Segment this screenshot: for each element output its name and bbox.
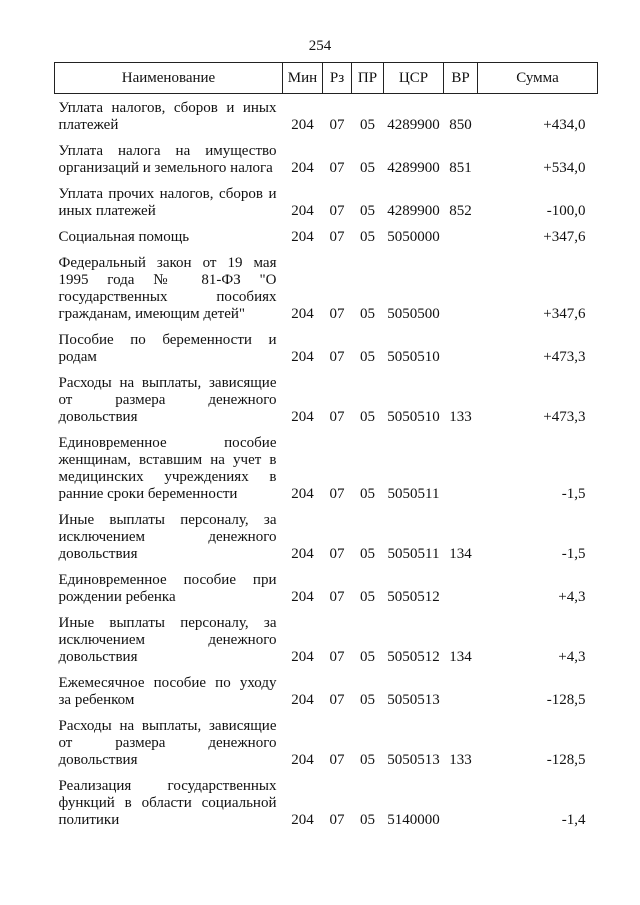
- cell-name-text: Расходы на выплаты, зависящие от размера денежного довольствия: [58, 718, 277, 768]
- cell-name: [55, 220, 283, 246]
- header-name: Наименование: [55, 63, 283, 94]
- cell-sum: +347,6: [543, 306, 586, 322]
- cell-vr: [444, 323, 478, 366]
- cell-csr: 5050513: [387, 692, 440, 708]
- cell-csr: 5050511: [387, 486, 440, 502]
- cell-pr: 05: [360, 160, 375, 176]
- cell-pr: 05: [360, 306, 375, 322]
- cell-min: 204: [291, 306, 314, 322]
- cell-name-text: Федеральный закон от 19 мая 1995 года № 81-ФЗ "О государственных пособиях гражданам, имеющим детей": [58, 255, 277, 322]
- cell-name-text: Ежемесячное пособие по уходу за ребенком: [58, 675, 277, 708]
- cell-name-text: Уплата прочих налогов, сборов и иных платежей: [58, 186, 277, 219]
- header-pr: ПР: [352, 63, 384, 94]
- cell-name: [55, 177, 283, 220]
- cell-sum: -100,0: [546, 203, 586, 219]
- cell-rz: 07: [329, 812, 345, 828]
- table-row: [55, 220, 598, 246]
- cell-csr: 5050510: [387, 409, 440, 425]
- table-row: [55, 426, 598, 503]
- cell-pr: 05: [360, 812, 375, 828]
- header-csr: ЦСР: [384, 63, 444, 94]
- cell-sum: +434,0: [543, 117, 586, 133]
- cell-name-text: Пособие по беременности и родам: [58, 332, 277, 365]
- table-row: [55, 323, 598, 366]
- cell-csr: 5140000: [387, 812, 440, 828]
- cell-vr: 133: [449, 752, 472, 768]
- cell-rz: 07: [329, 752, 345, 768]
- cell-name: [55, 666, 283, 709]
- cell-rz: 07: [329, 692, 345, 708]
- cell-name: [55, 709, 283, 769]
- cell-name: [55, 563, 283, 606]
- cell-csr: 5050000: [387, 229, 440, 245]
- cell-min: 204: [291, 117, 314, 133]
- cell-pr: 05: [360, 117, 375, 133]
- cell-pr: 05: [360, 409, 375, 425]
- cell-name-text: Иные выплаты персоналу, за исключением денежного довольствия: [58, 615, 277, 665]
- table-row: [55, 246, 598, 323]
- cell-pr: 05: [360, 692, 375, 708]
- cell-name-text: Уплата налогов, сборов и иных платежей: [58, 100, 277, 133]
- cell-min: 204: [291, 409, 314, 425]
- cell-pr: 05: [360, 752, 375, 768]
- cell-sum: -128,5: [546, 752, 586, 768]
- cell-name: [55, 426, 283, 503]
- cell-csr: 5050511: [387, 546, 440, 562]
- table-body: [55, 94, 598, 830]
- cell-csr: 5050500: [387, 306, 440, 322]
- page-number: 254: [308, 38, 332, 54]
- cell-name-text: Расходы на выплаты, зависящие от размера денежного довольствия: [58, 375, 277, 425]
- cell-name-text: Единовременное пособие при рождении ребенка: [58, 572, 277, 605]
- cell-sum: -1,5: [561, 546, 586, 562]
- cell-csr: 4289900: [387, 203, 440, 219]
- cell-rz: 07: [329, 117, 345, 133]
- header-rz: Рз: [323, 63, 352, 94]
- cell-rz: 07: [329, 160, 345, 176]
- cell-pr: 05: [360, 229, 375, 245]
- cell-name-text: Иные выплаты персоналу, за исключением денежного довольствия: [58, 512, 277, 562]
- cell-min: 204: [291, 752, 314, 768]
- cell-name-text: Уплата налога на имущество организаций и земельного налога: [58, 143, 277, 176]
- cell-min: 204: [291, 649, 314, 665]
- cell-min: 204: [291, 692, 314, 708]
- cell-name: [55, 606, 283, 666]
- cell-pr: 05: [360, 649, 375, 665]
- cell-pr: 05: [360, 546, 375, 562]
- table-row: [55, 134, 598, 177]
- cell-csr: 4289900: [387, 117, 440, 133]
- cell-name: [55, 94, 283, 135]
- cell-rz: 07: [329, 203, 345, 219]
- cell-vr: 134: [449, 649, 472, 665]
- cell-csr: 5050510: [387, 349, 440, 365]
- cell-vr: [444, 769, 478, 829]
- table-row: [55, 709, 598, 769]
- cell-name: [55, 246, 283, 323]
- cell-vr: 133: [449, 409, 472, 425]
- cell-rz: 07: [329, 649, 345, 665]
- cell-vr: 852: [449, 203, 472, 219]
- cell-vr: [444, 426, 478, 503]
- cell-sum: +534,0: [543, 160, 586, 176]
- cell-name: [55, 366, 283, 426]
- cell-sum: +473,3: [543, 349, 586, 365]
- cell-name: [55, 503, 283, 563]
- cell-vr: [444, 666, 478, 709]
- cell-min: 204: [291, 349, 314, 365]
- table-row: [55, 177, 598, 220]
- cell-name-text: Реализация государственных функций в области социальной политики: [58, 778, 277, 828]
- table-row: [55, 503, 598, 563]
- cell-pr: 05: [360, 203, 375, 219]
- cell-sum: +4,3: [558, 649, 586, 665]
- cell-sum: +4,3: [558, 589, 586, 605]
- cell-sum: -1,5: [561, 486, 586, 502]
- cell-vr: [444, 563, 478, 606]
- cell-min: 204: [291, 203, 314, 219]
- cell-sum: -1,4: [561, 812, 586, 828]
- cell-csr: 5050512: [387, 589, 440, 605]
- cell-name: [55, 769, 283, 829]
- cell-rz: 07: [329, 409, 345, 425]
- cell-min: 204: [291, 486, 314, 502]
- cell-rz: 07: [329, 589, 345, 605]
- cell-sum: +347,6: [543, 229, 586, 245]
- table-header-row: [55, 63, 598, 94]
- table-row: [55, 366, 598, 426]
- cell-name: [55, 323, 283, 366]
- cell-min: 204: [291, 546, 314, 562]
- cell-rz: 07: [329, 229, 345, 245]
- table-row: [55, 666, 598, 709]
- cell-name-text: Социальная помощь: [58, 229, 190, 245]
- table-row: [55, 563, 598, 606]
- budget-table: [54, 62, 598, 829]
- cell-csr: 5050512: [387, 649, 440, 665]
- cell-name-text: Единовременное пособие женщинам, вставшим на учет в медицинских учреждениях в ранние сроки беременности: [58, 435, 277, 502]
- cell-vr: [444, 246, 478, 323]
- cell-vr: 134: [449, 546, 472, 562]
- cell-pr: 05: [360, 349, 375, 365]
- header-vr: ВР: [444, 63, 478, 94]
- header-sum: Сумма: [478, 63, 598, 94]
- cell-rz: 07: [329, 349, 345, 365]
- cell-csr: 4289900: [387, 160, 440, 176]
- cell-csr: 5050513: [387, 752, 440, 768]
- cell-pr: 05: [360, 486, 375, 502]
- cell-vr: 850: [449, 117, 472, 133]
- cell-vr: 851: [449, 160, 472, 176]
- table-row: [55, 606, 598, 666]
- cell-rz: 07: [329, 306, 345, 322]
- header-min: Мин: [283, 63, 323, 94]
- cell-min: 204: [291, 589, 314, 605]
- table-row: [55, 94, 598, 135]
- cell-name: [55, 134, 283, 177]
- cell-rz: 07: [329, 486, 345, 502]
- cell-min: 204: [291, 229, 314, 245]
- cell-sum: -128,5: [546, 692, 586, 708]
- table-row: [55, 769, 598, 829]
- cell-pr: 05: [360, 589, 375, 605]
- cell-vr: [444, 220, 478, 246]
- cell-sum: +473,3: [543, 409, 586, 425]
- cell-min: 204: [291, 812, 314, 828]
- cell-min: 204: [291, 160, 314, 176]
- cell-rz: 07: [329, 546, 345, 562]
